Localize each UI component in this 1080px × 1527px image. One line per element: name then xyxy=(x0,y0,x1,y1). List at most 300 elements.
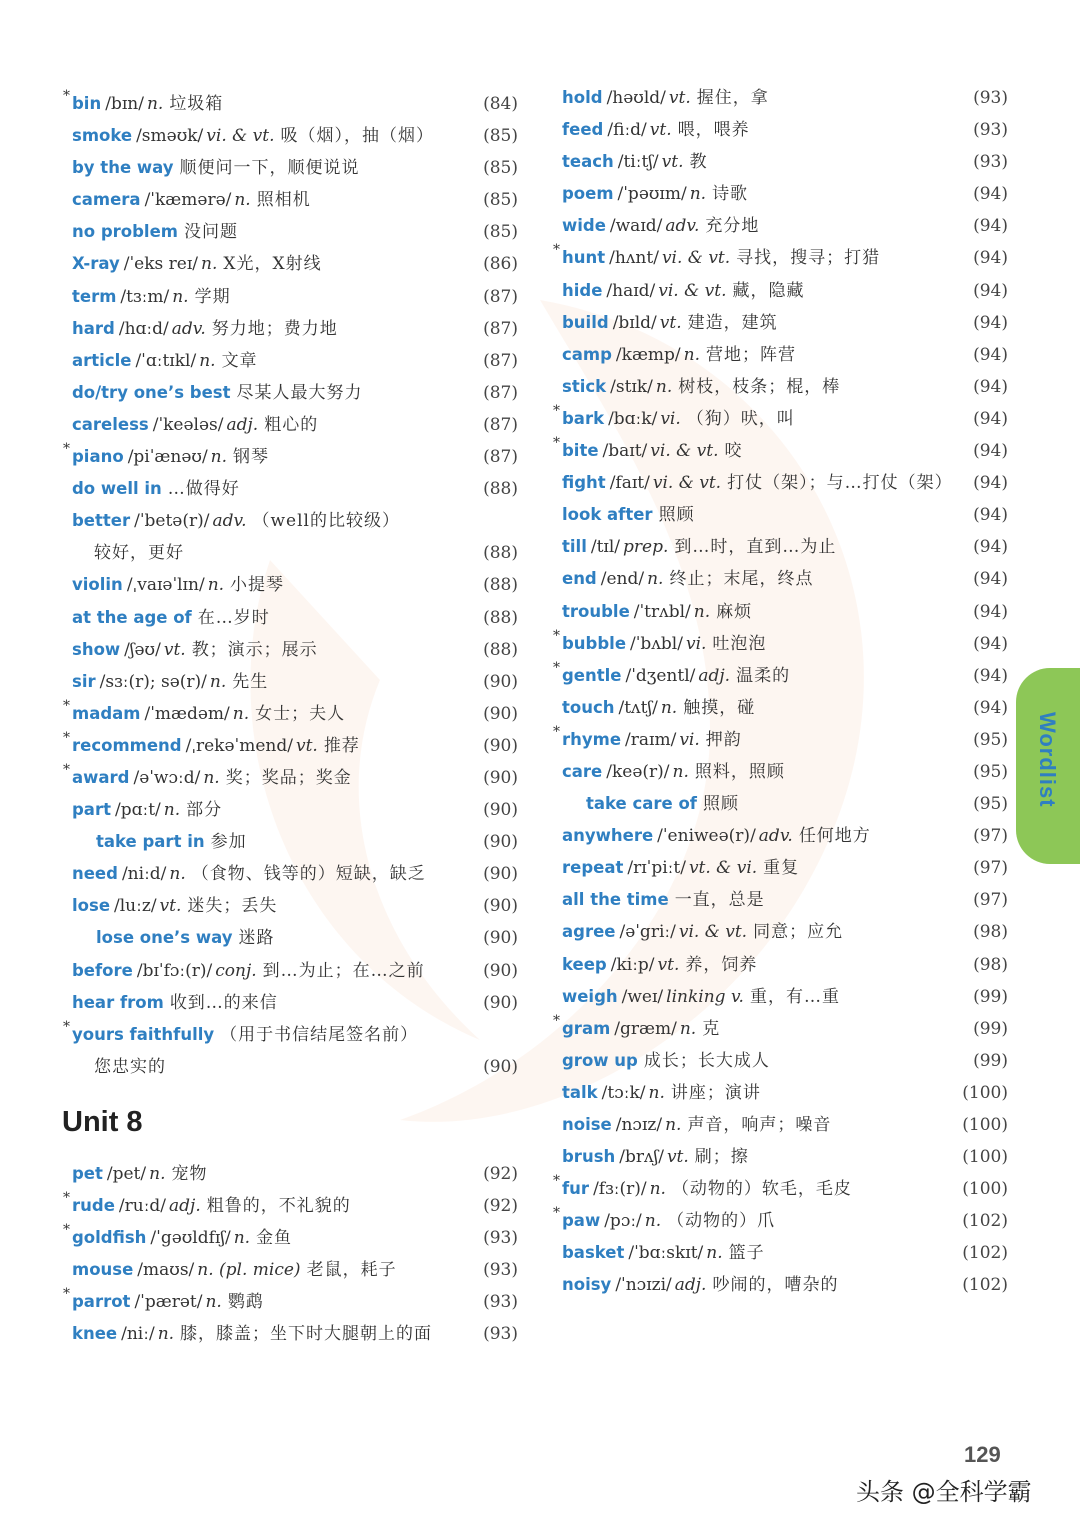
entry-headword: bin xyxy=(72,94,102,113)
wordlist-tab-label: Wordlist xyxy=(1035,712,1060,808)
entry-part-of-speech: vt. xyxy=(657,954,680,975)
entry-page-ref: (90) xyxy=(483,928,518,949)
entry-definition: 克 xyxy=(702,1018,721,1039)
entry-phonetic: /stɪk/ xyxy=(610,376,653,397)
entry-page-ref: (90) xyxy=(483,960,518,981)
entry-part-of-speech: adj. xyxy=(698,665,731,686)
entry-page-ref: (85) xyxy=(483,190,518,211)
entry-part-of-speech: prep. xyxy=(623,537,669,558)
entry-page-ref: (94) xyxy=(973,505,1008,526)
word-entry xyxy=(552,1269,1008,1301)
entry-headword: smoke xyxy=(72,126,133,146)
wordlist-side-tab[interactable] xyxy=(1016,668,1080,864)
entry-headword: stick xyxy=(562,376,607,396)
entry-phonetic: /brʌʃ/ xyxy=(619,1147,664,1168)
word-entry xyxy=(552,307,1008,339)
entry-part-of-speech: vi. & vt. xyxy=(652,473,722,494)
unit8-list xyxy=(62,1158,518,1351)
entry-headword: paw xyxy=(562,1211,601,1231)
entry-phonetic: /haɪd/ xyxy=(606,280,656,301)
entry-page-ref: (94) xyxy=(973,312,1008,333)
entry-page-ref: (90) xyxy=(483,832,518,853)
entry-headword: hunt xyxy=(562,248,606,268)
entry-headword: article xyxy=(72,350,132,370)
entry-page-ref: (94) xyxy=(973,376,1008,397)
entry-star: * xyxy=(63,441,70,458)
entry-definition: 咬 xyxy=(724,441,743,462)
entry-page-ref: (90) xyxy=(483,992,518,1013)
entry-part-of-speech: vt. xyxy=(659,312,682,333)
entry-page-ref: (94) xyxy=(973,344,1008,365)
entry-page-ref: (88) xyxy=(483,479,518,500)
entry-part-of-speech: n. xyxy=(644,1211,662,1232)
entry-headword: fur xyxy=(562,1179,590,1199)
entry-definition: 树枝，枝条；棍，棒 xyxy=(678,376,841,397)
entry-star: * xyxy=(553,435,560,452)
entry-phonetic: /ˈbɑːskɪt/ xyxy=(628,1243,704,1264)
entry-definition: 教 xyxy=(689,152,708,173)
entry-phonetic: /bɪld/ xyxy=(612,312,657,333)
entry-phonetic: /ˈeniweə(r)/ xyxy=(657,826,756,847)
entry-phonetic: /faɪt/ xyxy=(609,473,650,494)
entry-phonetic: /tʌtʃ/ xyxy=(618,697,658,718)
word-entry xyxy=(62,248,518,280)
entry-part-of-speech: vt. & vi. xyxy=(688,858,758,879)
word-entry xyxy=(62,409,518,441)
entry-page-ref: (94) xyxy=(973,697,1008,718)
entry-phonetic: /əˈgriː/ xyxy=(619,922,676,943)
entry-definition: 照顾 xyxy=(703,794,739,815)
entry-page-ref: (90) xyxy=(483,703,518,724)
entry-definition: 营地；阵营 xyxy=(706,344,797,365)
entry-page-ref: (85) xyxy=(483,126,518,147)
entry-definition: 触摸，碰 xyxy=(683,697,756,718)
entry-star: * xyxy=(63,729,70,746)
word-entry xyxy=(62,890,518,922)
entry-definition: 收到…的来信 xyxy=(169,992,278,1013)
entry-headword: all the time xyxy=(562,890,669,910)
entry-part-of-speech: n. xyxy=(683,344,701,365)
entry-definition: 宠物 xyxy=(171,1164,208,1184)
entry-definition: 奖；奖品；奖金 xyxy=(225,767,352,788)
entry-page-ref: (99) xyxy=(973,986,1008,1007)
entry-part-of-speech: vt. xyxy=(159,896,182,917)
word-entry xyxy=(552,596,1008,628)
entry-phonetic: /ˈmædəm/ xyxy=(144,703,230,724)
word-entry xyxy=(552,531,1008,563)
unit-heading: Unit 8 xyxy=(62,1106,143,1138)
entry-page-ref: (100) xyxy=(962,1082,1008,1103)
entry-definition: 照料，照顾 xyxy=(694,761,785,782)
word-entry xyxy=(552,1237,1008,1269)
entry-part-of-speech: adj. xyxy=(674,1275,707,1296)
entry-headword: wide xyxy=(562,216,606,236)
entry-page-ref: (87) xyxy=(483,318,518,339)
word-entry xyxy=(552,1077,1008,1109)
entry-page-ref: (95) xyxy=(973,794,1008,815)
entry-phonetic: /pɔː/ xyxy=(604,1211,642,1232)
entry-page-ref: (93) xyxy=(973,120,1008,141)
entry-page-ref: (100) xyxy=(962,1179,1008,1200)
entry-definition: 喂，喂养 xyxy=(677,120,750,141)
entry-headword: sir xyxy=(72,671,96,691)
entry-page-ref: (94) xyxy=(973,473,1008,494)
entry-definition: 照顾 xyxy=(658,505,695,526)
entry-phonetic: /piˈænəʊ/ xyxy=(127,447,208,468)
entry-phonetic: /rɪˈpiːt/ xyxy=(627,858,686,879)
entry-definition: 讲座；演讲 xyxy=(670,1082,761,1103)
entry-page-ref: (94) xyxy=(973,184,1008,205)
entry-part-of-speech: n. xyxy=(203,767,220,788)
entry-page-ref: (87) xyxy=(483,447,518,468)
entry-part-of-speech: vt. xyxy=(666,1147,689,1168)
entry-definition: 温柔的 xyxy=(736,665,791,686)
entry-page-ref: (98) xyxy=(973,954,1008,975)
entry-headword: bite xyxy=(562,441,599,461)
entry-page-ref: (87) xyxy=(483,414,518,435)
entry-definition: 学期 xyxy=(194,286,231,307)
entry-part-of-speech: n. xyxy=(199,350,216,371)
entry-star: * xyxy=(553,1012,560,1029)
entry-headword: hide xyxy=(562,280,603,300)
entry-page-ref: (87) xyxy=(483,382,518,403)
entry-headword: keep xyxy=(562,954,607,974)
entry-phonetic: /ˌvaɪəˈlɪn/ xyxy=(126,575,205,596)
entry-headword: trouble xyxy=(562,601,630,621)
entry-definition: 推荐 xyxy=(323,735,360,756)
entry-phonetic: /baɪt/ xyxy=(602,441,648,462)
entry-page-ref: (87) xyxy=(483,286,518,307)
entry-definition: （动物的）软毛，毛皮 xyxy=(671,1179,852,1200)
entry-headword: gentle xyxy=(562,665,622,685)
entry-definition: 迷失；丢失 xyxy=(187,896,278,917)
word-entry xyxy=(552,820,1008,852)
word-entry xyxy=(552,981,1008,1013)
entry-part-of-speech: n. xyxy=(233,1228,251,1249)
entry-definition: 同意；应允 xyxy=(753,922,844,943)
entry-definition: 吸（烟），抽（烟） xyxy=(280,126,435,147)
entry-page-ref: (98) xyxy=(973,922,1008,943)
word-entry xyxy=(552,852,1008,884)
entry-definition: 金鱼 xyxy=(256,1228,293,1249)
entry-part-of-speech: n. xyxy=(157,1324,175,1345)
entry-phonetic: /keə(r)/ xyxy=(606,761,670,782)
entry-page-ref: (93) xyxy=(973,152,1008,173)
entry-phonetic: /niːd/ xyxy=(121,864,167,885)
entry-page-ref: (88) xyxy=(483,543,518,564)
entry-headword: grow up xyxy=(562,1050,638,1070)
word-entry xyxy=(552,82,1008,114)
entry-phonetic: /ˈtrʌbl/ xyxy=(633,601,691,622)
entry-star: * xyxy=(63,1190,70,1207)
entry-star: * xyxy=(63,761,70,778)
entry-definition: 声音，响声；噪音 xyxy=(687,1115,832,1135)
word-entry xyxy=(552,692,1008,724)
entry-definition: 粗鲁的，不礼貌的 xyxy=(206,1196,351,1217)
entry-headword: parrot xyxy=(72,1292,131,1312)
word-entry xyxy=(552,499,1008,531)
word-entry xyxy=(62,377,518,409)
entry-part-of-speech: vi. & vt. xyxy=(650,441,719,462)
entry-star: * xyxy=(63,1286,70,1303)
word-entry xyxy=(552,1045,1008,1077)
entry-page-ref: (90) xyxy=(483,800,518,821)
word-entry xyxy=(552,371,1008,403)
entry-definition: X光，X射线 xyxy=(223,254,322,275)
entry-part-of-speech: adv. xyxy=(665,216,700,237)
entry-page-ref: (84) xyxy=(483,94,518,114)
entry-headword: look after xyxy=(562,505,653,525)
word-entry xyxy=(552,435,1008,467)
entry-part-of-speech: n. xyxy=(706,1243,723,1264)
entry-phonetic: /waɪd/ xyxy=(609,216,663,237)
entry-definition: 终止；末尾，终点 xyxy=(669,569,814,590)
entry-phonetic: /bɪn/ xyxy=(105,94,144,114)
entry-part-of-speech: n. (pl. mice) xyxy=(197,1260,301,1281)
entry-part-of-speech: linking v. xyxy=(666,986,744,1007)
entry-page-ref: (94) xyxy=(973,280,1008,301)
entry-page-ref: (94) xyxy=(973,569,1008,590)
entry-page-ref: (102) xyxy=(962,1275,1008,1296)
entry-headword: care xyxy=(562,761,603,781)
word-entry xyxy=(552,949,1008,981)
entry-headword: careless xyxy=(72,414,149,434)
entry-headword: piano xyxy=(72,447,124,467)
entry-phonetic: /tɪl/ xyxy=(590,537,621,558)
entry-phonetic: /ˈbetə(r)/ xyxy=(134,511,210,532)
word-entry xyxy=(62,698,518,730)
word-entry xyxy=(552,242,1008,274)
entry-page-ref: (94) xyxy=(973,441,1008,462)
entry-phonetic: /ˈɑːtɪkl/ xyxy=(135,350,197,371)
entry-star: * xyxy=(63,88,70,104)
word-entry xyxy=(552,756,1008,788)
entry-phonetic: /pet/ xyxy=(106,1164,147,1184)
entry-page-ref: (94) xyxy=(973,248,1008,269)
entry-page-ref: (95) xyxy=(973,729,1008,750)
entry-part-of-speech: vi. xyxy=(660,408,681,429)
entry-definition: 重复 xyxy=(763,858,800,879)
entry-part-of-speech: vi. xyxy=(685,633,707,654)
entry-star: * xyxy=(553,1205,560,1222)
entry-headword: violin xyxy=(72,575,123,595)
word-entry xyxy=(552,114,1008,146)
entry-part-of-speech: conj. xyxy=(215,960,257,981)
entry-phonetic: /ʃəʊ/ xyxy=(124,639,161,660)
entry-headword: noise xyxy=(562,1115,612,1134)
entry-part-of-speech: n. xyxy=(201,254,218,275)
entry-page-ref: (90) xyxy=(483,671,518,692)
entry-phonetic: /maʊs/ xyxy=(137,1260,195,1281)
entry-part-of-speech: n. xyxy=(665,1115,682,1135)
entry-definition: 刷；擦 xyxy=(694,1147,749,1168)
entry-page-ref: (87) xyxy=(483,350,518,371)
entry-page-ref: (88) xyxy=(483,575,518,596)
entry-part-of-speech: adv. xyxy=(212,511,247,532)
entry-headword: at the age of xyxy=(72,607,192,627)
entry-definition: 建造，建筑 xyxy=(687,312,778,333)
entry-definition: 一直，总是 xyxy=(674,890,765,911)
word-entry xyxy=(62,1158,518,1190)
entry-phonetic: /tɔːk/ xyxy=(601,1082,646,1103)
entry-definition: 老鼠，耗子 xyxy=(306,1260,397,1281)
entry-definition: 吐泡泡 xyxy=(712,633,767,654)
entry-phonetic: /raɪm/ xyxy=(625,729,677,750)
entry-part-of-speech: vi. xyxy=(679,729,700,750)
entry-part-of-speech: adj. xyxy=(169,1196,201,1217)
entry-part-of-speech: n. xyxy=(679,1018,697,1039)
entry-page-ref: (94) xyxy=(973,537,1008,558)
entry-page-ref: (93) xyxy=(483,1292,518,1313)
entry-phonetic: /pɑːt/ xyxy=(114,800,161,821)
word-entry xyxy=(62,1318,518,1350)
entry-definition: 照相机 xyxy=(256,190,311,211)
entry-page-ref: (86) xyxy=(483,254,518,275)
entry-phonetic: /ˈkæmərə/ xyxy=(144,190,232,211)
entry-phonetic: /luːz/ xyxy=(114,896,157,917)
entry-definition: 充分地 xyxy=(705,216,760,237)
entry-definition: 押韵 xyxy=(705,729,742,750)
entry-part-of-speech: vi. & vt. xyxy=(206,126,275,147)
entry-page-ref: (100) xyxy=(962,1115,1008,1135)
entry-part-of-speech: n. xyxy=(209,671,227,692)
entry-definition: 养，饲养 xyxy=(685,954,758,975)
entry-part-of-speech: vt. xyxy=(649,120,672,141)
word-entry xyxy=(62,987,518,1019)
entry-headword: camera xyxy=(72,190,141,210)
entry-headword: till xyxy=(562,537,587,557)
entry-headword: camp xyxy=(562,344,612,364)
entry-star: * xyxy=(63,1018,70,1035)
entry-headword: term xyxy=(72,286,117,306)
entry-phonetic: /həʊld/ xyxy=(606,88,666,108)
entry-headword: before xyxy=(72,960,133,980)
entry-headword: poem xyxy=(562,184,614,204)
entry-page-ref: (93) xyxy=(483,1260,518,1281)
word-entry xyxy=(552,1173,1008,1205)
entry-page-ref: (102) xyxy=(962,1243,1008,1264)
entry-phonetic: /ˈpəʊɪm/ xyxy=(617,184,687,205)
entry-page-ref: (94) xyxy=(973,665,1008,686)
entry-definition: 寻找，搜寻；打猎 xyxy=(736,248,881,269)
entry-part-of-speech: vt. xyxy=(163,639,186,660)
entry-definition: （食物、钱等的）短缺，缺乏 xyxy=(191,864,426,885)
entry-definition: 到…为止；在…之前 xyxy=(262,960,425,981)
page-number: 129 xyxy=(964,1442,1001,1467)
entry-phonetic: /fiːd/ xyxy=(607,120,647,141)
word-entry xyxy=(62,537,518,569)
entry-phonetic: /bɑːk/ xyxy=(608,408,658,429)
entry-part-of-speech: vi. & vt. xyxy=(678,922,748,943)
word-entry xyxy=(62,569,518,601)
entry-headword: award xyxy=(72,767,130,787)
entry-headword: gram xyxy=(562,1018,611,1038)
entry-headword: touch xyxy=(562,697,615,717)
entry-part-of-speech: n. xyxy=(172,286,189,307)
word-entry xyxy=(62,634,518,666)
entry-page-ref: (90) xyxy=(483,864,518,885)
entry-definition: 任何地方 xyxy=(798,826,871,847)
entry-phonetic: /sməʊk/ xyxy=(136,126,204,147)
entry-page-ref: (97) xyxy=(973,826,1008,847)
entry-part-of-speech: vi. & vt. xyxy=(661,248,731,269)
entry-part-of-speech: n. xyxy=(205,1292,222,1313)
entry-headword: mouse xyxy=(72,1260,134,1280)
word-entry xyxy=(62,602,518,634)
entry-phonetic: /əˈwɔːd/ xyxy=(133,767,201,788)
entry-definition: 重，有…重 xyxy=(749,986,840,1007)
word-entry xyxy=(62,88,518,120)
entry-definition: 打仗（架）；与…打仗（架） xyxy=(727,473,953,494)
entry-phonetic: /græm/ xyxy=(614,1018,677,1039)
entry-part-of-speech: n. xyxy=(660,697,678,718)
entry-definition: （动物的）爪 xyxy=(667,1211,776,1232)
word-entry xyxy=(62,1051,518,1083)
entry-phonetic: /fɜː(r)/ xyxy=(593,1179,647,1200)
entry-definition: 迷路 xyxy=(238,928,275,949)
entry-page-ref: (93) xyxy=(483,1228,518,1249)
word-entry xyxy=(552,884,1008,916)
entry-headword: basket xyxy=(562,1243,625,1263)
entry-phonetic: /ruːd/ xyxy=(118,1196,167,1217)
entry-headword: part xyxy=(72,800,111,820)
entry-part-of-speech: n. xyxy=(234,190,251,211)
entry-page-ref: (100) xyxy=(962,1147,1008,1168)
entry-star: * xyxy=(63,1222,70,1239)
word-entry xyxy=(62,922,518,954)
entry-star: * xyxy=(553,402,560,419)
entry-definition: 参加 xyxy=(210,832,247,853)
word-entry xyxy=(62,120,518,152)
entry-page-ref: (85) xyxy=(483,158,518,179)
word-entry xyxy=(552,339,1008,371)
word-entry xyxy=(552,724,1008,756)
entry-phonetic: /hɑːd/ xyxy=(118,318,169,339)
word-entry xyxy=(62,762,518,794)
entry-page-ref: (90) xyxy=(483,896,518,917)
entry-page-ref: (90) xyxy=(483,767,518,788)
entry-headword: hard xyxy=(72,318,115,338)
entry-definition: 顺便问一下，顺便说说 xyxy=(179,158,360,179)
entry-part-of-speech: n. xyxy=(146,94,164,114)
word-entry xyxy=(62,1286,518,1318)
entry-part-of-speech: n. xyxy=(689,184,707,205)
entry-page-ref: (92) xyxy=(483,1164,518,1184)
entry-definition: 部分 xyxy=(186,800,223,821)
entry-part-of-speech: n. xyxy=(693,601,711,622)
word-entry xyxy=(552,660,1008,692)
word-entry xyxy=(552,467,1008,499)
entry-headword: bark xyxy=(562,408,605,428)
word-entry xyxy=(552,1205,1008,1237)
word-entry xyxy=(62,313,518,345)
entry-headword: talk xyxy=(562,1082,598,1102)
entry-definition: 您忠实的 xyxy=(94,1056,166,1077)
word-entry xyxy=(62,441,518,473)
entry-headword: bubble xyxy=(562,633,627,653)
word-entry xyxy=(552,178,1008,210)
entry-definition: 鹦鹉 xyxy=(227,1292,264,1313)
entry-headword: hold xyxy=(562,88,603,107)
word-entry xyxy=(62,730,518,762)
entry-part-of-speech: vi. & vt. xyxy=(658,280,727,301)
word-entry xyxy=(62,184,518,216)
word-entry xyxy=(62,826,518,858)
entry-part-of-speech: adj. xyxy=(226,414,259,435)
entry-definition: 钢琴 xyxy=(233,447,270,468)
entry-page-ref: (88) xyxy=(483,639,518,660)
entry-phonetic: /ˈkeələs/ xyxy=(152,414,224,435)
